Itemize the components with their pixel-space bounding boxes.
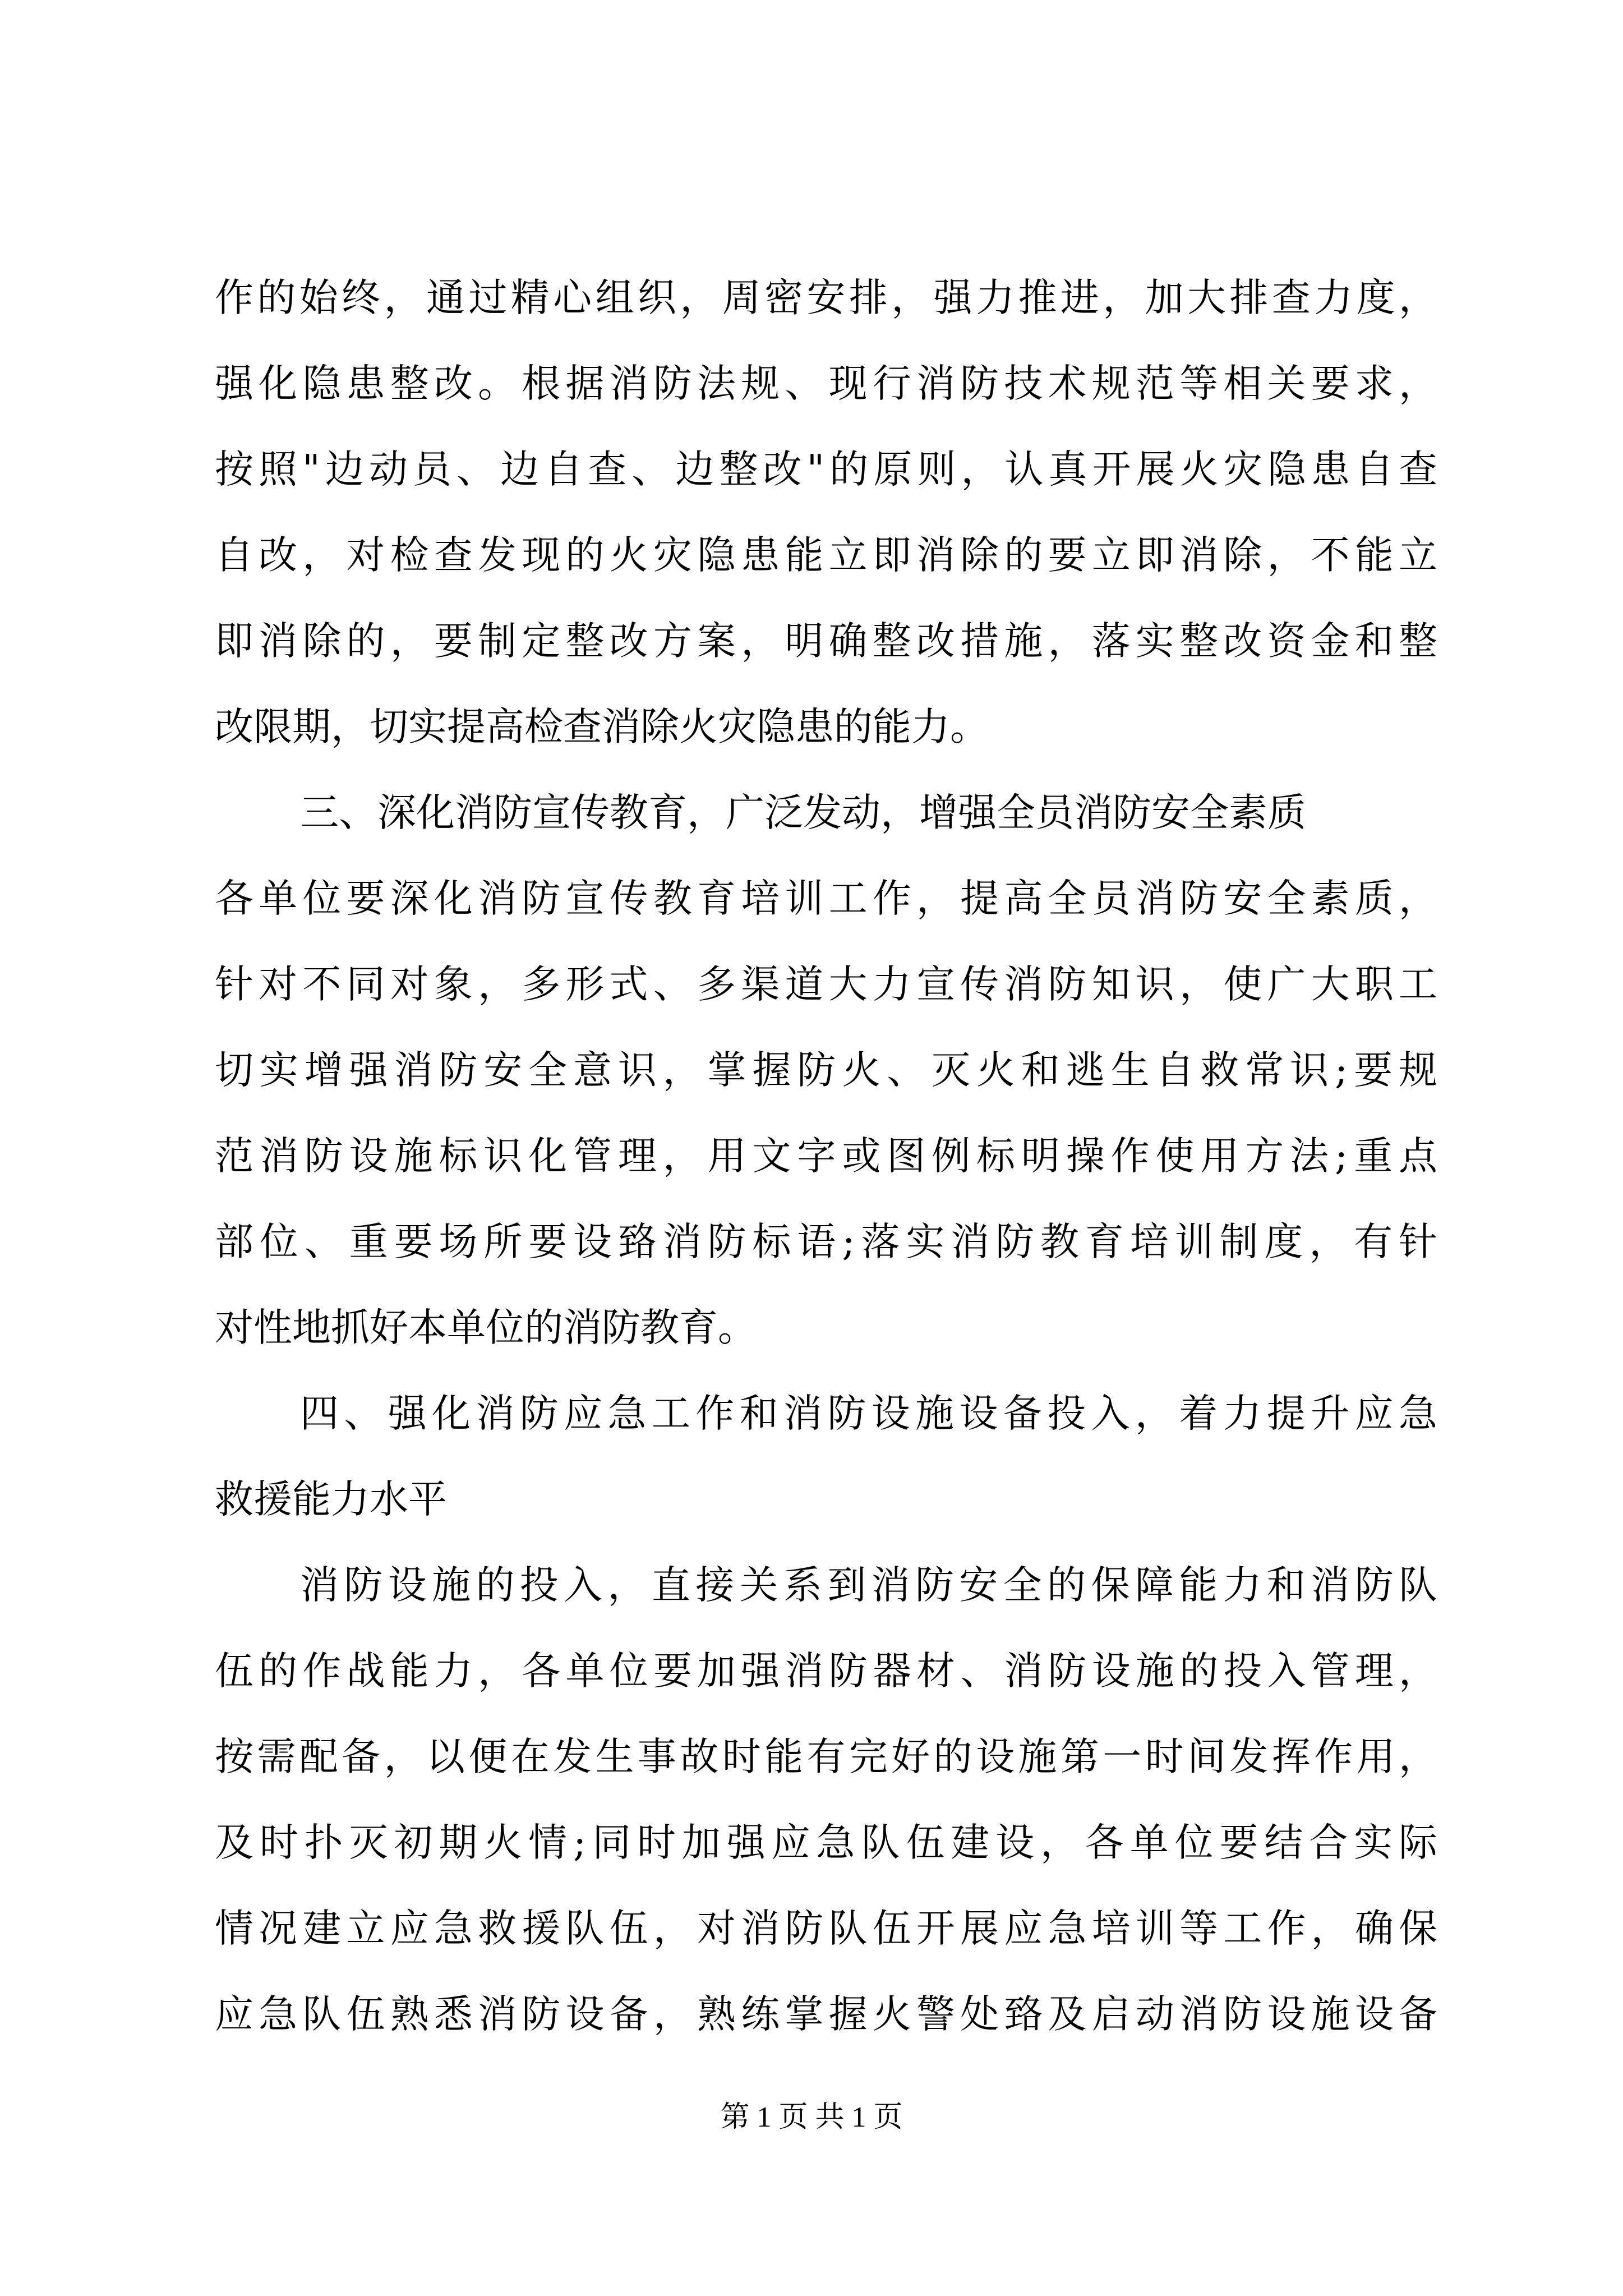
- section-heading: 三、深化消防宣传教育，广泛发动，增强全员消防安全素质: [300, 790, 1306, 835]
- text-line: 消防设施的投入，直接关系到消防安全的保障能力和消防队: [300, 1563, 1437, 1608]
- text-line: 应急队伍熟悉消防设备，熟练掌握火警处臵及启动消防设施设备: [215, 1992, 1437, 2037]
- text-line: 范消防设施标识化管理，用文字或图例标明操作使用方法;重点: [215, 1134, 1437, 1179]
- text-line: 针对不同对象，多形式、多渠道大力宣传消防知识，使广大职工: [215, 962, 1437, 1007]
- text-line: 部位、重要场所要设臵消防标语;落实消防教育培训制度，有针: [215, 1220, 1437, 1264]
- text-line: 即消除的，要制定整改方案，明确整改措施，落实整改资金和整: [215, 619, 1437, 664]
- text-line: 对性地抓好本单位的消防教育。: [215, 1305, 757, 1350]
- text-line: 按照"边动员、边自查、边整改"的原则，认真开展火灾隐患自查: [215, 447, 1437, 492]
- text-line: 切实增强消防安全意识，掌握防火、灭火和逃生自救常识;要规: [215, 1048, 1437, 1093]
- text-line: 及时扑灭初期火情;同时加强应急队伍建设，各单位要结合实际: [215, 1820, 1437, 1865]
- text-line: 作的始终，通过精心组织，周密安排，强力推进，加大排查力度，: [215, 275, 1437, 320]
- text-line: 各单位要深化消防宣传教育培训工作，提高全员消防安全素质，: [215, 876, 1437, 921]
- text-line: 按需配备，以便在发生事故时能有完好的设施第一时间发挥作用，: [215, 1734, 1437, 1779]
- page-number-footer: 第 1 页 共 1 页: [720, 2101, 903, 2133]
- text-line: 改限期，切实提高检查消除火灾隐患的能力。: [215, 705, 989, 749]
- text-line: 情况建立应急救援队伍，对消防队伍开展应急培训等工作，确保: [215, 1906, 1437, 1951]
- section-heading: 四、强化消防应急工作和消防设施设备投入，着力提升应急: [300, 1391, 1437, 1436]
- section-heading-continued: 救援能力水平: [215, 1477, 447, 1522]
- text-line: 伍的作战能力，各单位要加强消防器材、消防设施的投入管理，: [215, 1649, 1437, 1694]
- text-line: 强化隐患整改。根据消防法规、现行消防技术规范等相关要求，: [215, 361, 1437, 406]
- body-text: [215, 255, 1437, 2058]
- text-line: 自改，对检查发现的火灾隐患能立即消除的要立即消除，不能立: [215, 533, 1437, 578]
